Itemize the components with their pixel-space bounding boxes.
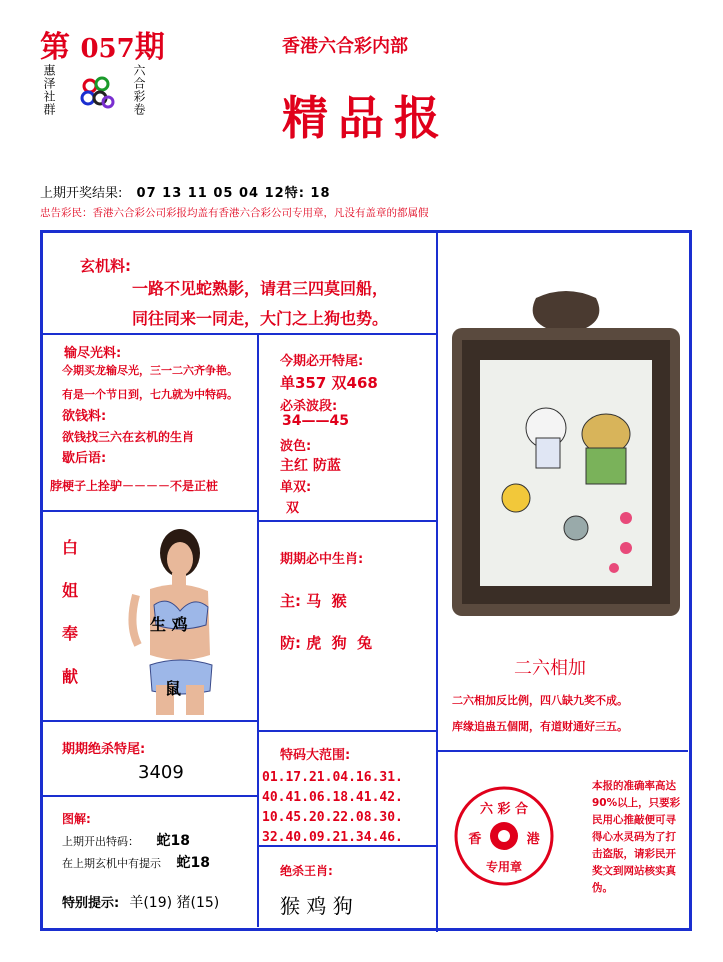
- yuqian-text: 欲钱找三六在玄机的生肖: [62, 430, 195, 444]
- xiehouyu-text: 脖梗子上拴驴－－－－不是正桩: [50, 479, 219, 493]
- tujie-line-1-value: 蛇18: [156, 833, 190, 849]
- divider-xuanji: [42, 333, 438, 335]
- danshuang-value: 双: [286, 501, 300, 516]
- tema-range-row: 40.41.06.18.41.42.: [262, 790, 403, 805]
- seal-middle-text: 香 港: [468, 832, 540, 847]
- tebie-row: [62, 892, 219, 912]
- tujie-label: 图解:: [62, 812, 91, 826]
- picture-text-2: 库缘追蛊五個閒，有道财通好三五。: [452, 720, 628, 733]
- bisha-value: 34——45: [282, 413, 349, 429]
- bixian-value: 单357 双468: [280, 374, 378, 392]
- tema-range-row: 10.45.20.22.08.30.: [262, 810, 403, 825]
- divider-mid-1: [258, 520, 436, 522]
- danshuang-label: 单双:: [280, 480, 312, 495]
- issue-suffix: 期: [134, 30, 165, 65]
- community-vertical-label: 惠泽社群: [42, 64, 56, 116]
- xuanji-line-2: 同往同来一同走，大门之上狗也势。: [132, 309, 389, 328]
- bizhong-guard: 防: 虎 狗 兔: [280, 634, 373, 652]
- issue-title: [40, 22, 165, 66]
- tema-range-list: [262, 768, 403, 848]
- divider-right-1: [438, 750, 688, 752]
- tujie-line-2: [62, 852, 210, 872]
- divider-left-col: [257, 335, 259, 927]
- seal-bottom-text: 专用章: [485, 860, 522, 874]
- photo-label-bottom: 鼠: [165, 679, 182, 698]
- warning-notice: 忠告彩民：香港六合彩公司彩报均盖有香港六合彩公司专用章，凡没有盖章的都属假: [40, 207, 429, 219]
- juesha-tewei-value: 3409: [138, 762, 184, 783]
- bixian-label: 今期必开特尾:: [280, 354, 364, 369]
- lottery-vertical-label: 六合彩卷: [132, 64, 146, 116]
- tujie-line-1: [62, 830, 190, 850]
- official-seal: [452, 784, 556, 888]
- divider-left-2: [42, 720, 258, 722]
- bisha-label: 必杀波段:: [280, 399, 338, 414]
- ornate-frame-picture: [446, 288, 686, 624]
- bose-value: 主红 防蓝: [280, 458, 341, 474]
- bizhong-main: 主: 马 猴: [280, 592, 347, 610]
- yuqian-label: 欲钱料:: [62, 409, 107, 424]
- divider-center: [436, 232, 438, 932]
- juesha-tewei-label: 期期绝杀特尾:: [62, 742, 146, 757]
- divider-mid-2: [258, 730, 436, 732]
- xiehouyu-label: 歇后语:: [62, 451, 107, 466]
- shuying-text-2: 有是一个节日到，七九就为中特码。: [62, 388, 238, 401]
- divider-left-3: [42, 795, 258, 797]
- credibility-text: 本报的准确率高达90%以上，只要彩民用心推敲便可寻得心水灵码为了打击盗版，请彩民开奖文到网站核实真伪。: [592, 780, 681, 894]
- shuying-label: 输尽光料:: [64, 346, 122, 361]
- tema-range-row: 01.17.21.04.16.31.: [262, 770, 403, 785]
- shuying-text-1: 今期买龙输尽光，三一二六齐争艳。: [62, 364, 238, 377]
- vertical-name: 白姐奉献: [62, 538, 79, 686]
- tebie-value: 羊(19) 猪(15): [129, 895, 220, 911]
- last-draw-row: [40, 182, 331, 201]
- bizhong-label: 期期必中生肖:: [280, 552, 364, 567]
- divider-left-1: [42, 510, 258, 512]
- xuanji-label: 玄机料:: [80, 257, 131, 275]
- jueshawang-value: 猴 鸡 狗: [280, 894, 353, 918]
- last-draw-label: 上期开奖结果:: [40, 186, 123, 201]
- xuanji-line-1: 一路不见蛇熟影，请君三四莫回船，: [132, 279, 389, 298]
- tujie-line-2-label: 在上期玄机中有提示: [62, 857, 161, 870]
- jueshawang-label: 绝杀王肖:: [280, 864, 333, 878]
- page-title: 精品报: [282, 91, 450, 145]
- subtitle: 香港六合彩内部: [282, 36, 408, 57]
- seal-top-text: 六 彩 合: [479, 802, 529, 817]
- rings-logo-icon: [80, 76, 116, 112]
- tujie-line-2-value: 蛇18: [176, 855, 210, 871]
- bose-label: 波色:: [280, 439, 312, 454]
- issue-prefix: 第: [40, 30, 70, 65]
- picture-caption: 二六相加: [514, 658, 586, 679]
- tebie-label: 特别提示:: [62, 896, 120, 911]
- tema-range-row: 32.40.09.21.34.46.: [262, 830, 403, 845]
- photo-label-top: 生 鸡: [150, 615, 188, 634]
- last-draw-numbers: 07 13 11 05 04 12特: 18: [136, 186, 331, 201]
- picture-text-1: 二六相加反比例，四八缺九奖不成。: [452, 694, 628, 707]
- tujie-line-1-label: 上期开出特码：: [62, 835, 139, 848]
- issue-number: 057: [80, 34, 135, 64]
- tema-range-label: 特码大范围:: [280, 748, 351, 763]
